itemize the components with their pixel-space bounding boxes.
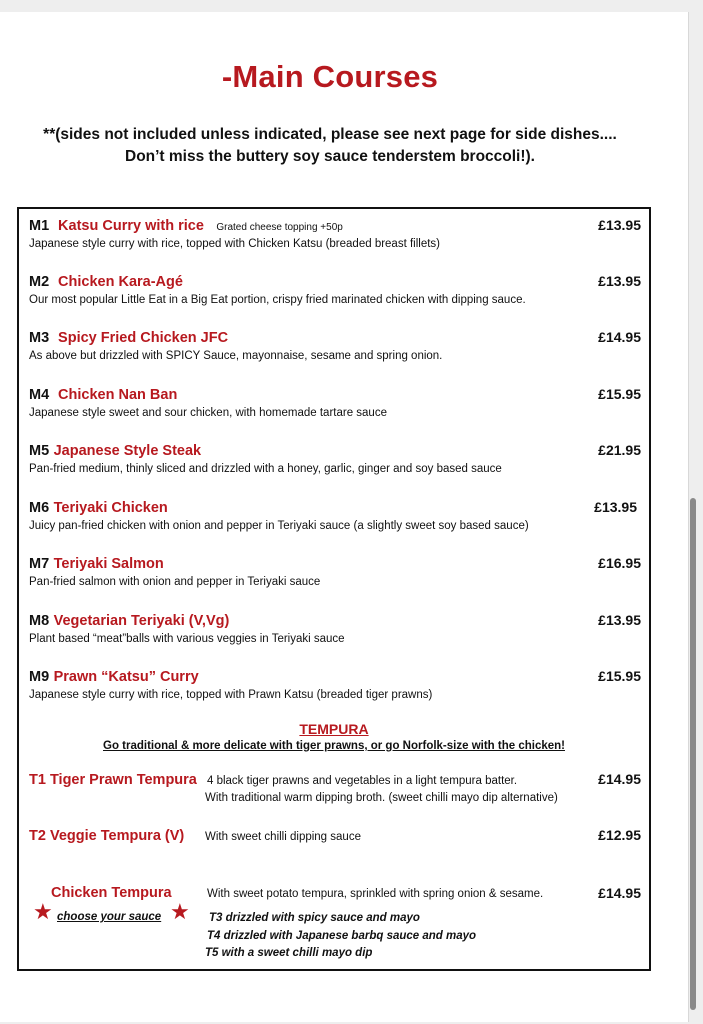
item-name: Spicy Fried Chicken JFC: [58, 330, 229, 346]
item-code: M3: [29, 330, 50, 346]
item-name: Chicken Kara-Agé: [58, 274, 183, 290]
item-name: Japanese Style Steak: [53, 443, 202, 459]
sauce-option-t5: T5 with a sweet chilli mayo dip: [205, 947, 373, 959]
tempura-heading: TEMPURA: [299, 721, 369, 737]
item-desc: Our most popular Little Eat in a Big Eat portion, crispy fried marinated chicken with dipping sauce.: [29, 294, 526, 306]
sides-note-line1: **(sides not included unless indicated, please see next page for side dishes....: [43, 126, 617, 143]
star-icon: ★: [33, 899, 53, 924]
menu-item-m9: [29, 668, 641, 701]
item-name: Vegetarian Teriyaki (V,Vg): [53, 613, 230, 629]
menu-item-m2: [29, 273, 641, 306]
item-price: £13.95: [594, 499, 637, 515]
sides-note-line2: Don’t miss the buttery soy sauce tenderstem broccoli!).: [125, 148, 535, 165]
item-code: M1: [29, 218, 50, 234]
item-code: M6: [29, 500, 50, 516]
menu-item-m6: [29, 499, 641, 532]
item-name: T1 Tiger Prawn Tempura: [29, 772, 197, 788]
item-name: Katsu Curry with rice: [58, 218, 204, 234]
tempura-subheading: Go traditional & more delicate with tiger prawns, or go Norfolk-size with the chicken!: [103, 740, 565, 752]
item-desc: Juicy pan-fried chicken with onion and pepper in Teriyaki sauce (a slightly sweet soy based sauce): [29, 520, 529, 532]
menu-item-m7: [29, 555, 641, 588]
item-price: £12.95: [598, 827, 641, 843]
tempura-item-t1: [29, 771, 641, 804]
item-code: M4: [29, 387, 50, 403]
menu-item-m4: [29, 386, 641, 419]
menu-item-m1: [29, 217, 641, 250]
chicken-tempura-desc: With sweet potato tempura, sprinkled with spring onion & sesame.: [207, 888, 544, 900]
item-desc: Pan-fried medium, thinly sliced and drizzled with a honey, garlic, ginger and soy based sauce: [29, 463, 502, 475]
choose-sauce-label: choose your sauce: [57, 911, 162, 923]
item-price: £16.95: [598, 555, 641, 571]
item-name: Chicken Nan Ban: [58, 387, 178, 403]
menu-item-m5: [29, 442, 641, 475]
item-desc-line1: 4 black tiger prawns and vegetables in a light tempura batter.: [207, 775, 518, 787]
menu-item-m8: [29, 612, 641, 645]
item-price: £15.95: [598, 386, 641, 402]
item-desc-line2: With traditional warm dipping broth. (sweet chilli mayo dip alternative): [205, 792, 558, 804]
item-name: T2 Veggie Tempura (V): [29, 828, 185, 844]
item-code: M9: [29, 669, 50, 685]
item-code: M7: [29, 556, 50, 572]
item-desc: Pan-fried salmon with onion and pepper in Teriyaki sauce: [29, 576, 321, 588]
item-code: M8: [29, 613, 50, 629]
item-price: £13.95: [598, 273, 641, 289]
page-title: -Main Courses: [221, 59, 439, 94]
item-price: £21.95: [598, 442, 641, 458]
item-price: £15.95: [598, 668, 641, 684]
item-price: £14.95: [598, 771, 641, 787]
item-desc: Plant based “meat”balls with various veggies in Teriyaki sauce: [29, 633, 345, 645]
chicken-tempura-name: Chicken Tempura: [51, 885, 172, 901]
item-desc: Japanese style curry with rice, topped with Chicken Katsu (breaded breast fillets): [29, 238, 441, 250]
item-price: £14.95: [598, 329, 641, 345]
item-desc: As above but drizzled with SPICY Sauce, mayonnaise, sesame and spring onion.: [29, 350, 443, 362]
chicken-tempura-price: £14.95: [598, 885, 641, 901]
menu-item-m3: [29, 329, 641, 362]
scrollbar-thumb[interactable]: [690, 498, 696, 1010]
item-desc: Japanese style curry with rice, topped with Prawn Katsu (breaded tiger prawns): [29, 689, 433, 701]
menu-box: [17, 207, 651, 971]
item-name: Teriyaki Chicken: [53, 500, 168, 516]
item-name: Prawn “Katsu” Curry: [53, 669, 199, 685]
item-desc: Japanese style sweet and sour chicken, with homemade tartare sauce: [29, 407, 387, 419]
item-name: Teriyaki Salmon: [53, 556, 164, 572]
sauce-option-t3: T3 drizzled with spicy sauce and mayo: [209, 912, 420, 924]
item-desc-line1: With sweet chilli dipping sauce: [205, 831, 361, 843]
item-price: £13.95: [598, 217, 641, 233]
item-price: £13.95: [598, 612, 641, 628]
item-code: M2: [29, 274, 50, 290]
star-icon: ★: [170, 899, 190, 924]
tempura-item-t2: [29, 827, 641, 845]
item-code: M5: [29, 443, 50, 459]
item-extra: Grated cheese topping +50p: [216, 222, 343, 233]
sauce-option-t4: T4 drizzled with Japanese barbq sauce and mayo: [207, 930, 477, 942]
menu-page: [0, 12, 689, 1022]
